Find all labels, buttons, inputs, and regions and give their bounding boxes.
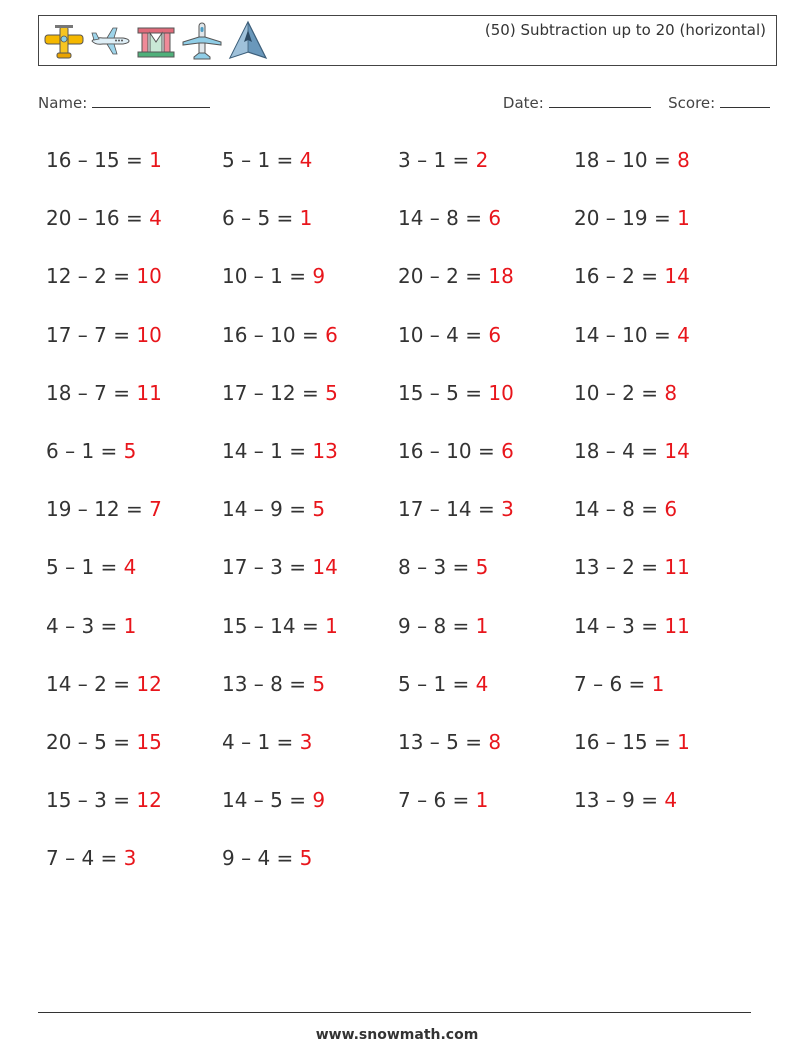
- problem-item: [398, 320, 574, 378]
- problem-question: 10 – 4 =: [398, 322, 489, 347]
- problem-question: 6 – 5 =: [222, 206, 300, 231]
- problem-item: [46, 261, 222, 319]
- problem-item: [222, 261, 398, 319]
- problem-question: 15 – 3 =: [46, 788, 137, 813]
- problem-question: 4 – 1 =: [222, 729, 300, 754]
- problem-item: [398, 203, 574, 261]
- problem-item: [46, 552, 222, 610]
- problem-answer: 1: [677, 206, 690, 231]
- problem-answer: 1: [123, 613, 137, 638]
- problem-answer: 11: [136, 380, 162, 405]
- problem-question: 20 – 5 =: [46, 729, 137, 754]
- problem-answer: 4: [677, 322, 690, 347]
- problem-answer: 4: [149, 206, 162, 231]
- problem-item: [398, 436, 574, 494]
- problem-item: [574, 145, 750, 203]
- problem-question: 16 – 2 =: [574, 264, 665, 289]
- problem-item: [222, 494, 398, 552]
- problem-answer: 5: [123, 438, 137, 463]
- date-blank[interactable]: [549, 93, 651, 108]
- footer-divider: [38, 1012, 751, 1013]
- student-info-row: [38, 93, 770, 117]
- problem-item: [46, 203, 222, 261]
- problem-answer: 8: [677, 148, 690, 172]
- problem-item: [46, 378, 222, 436]
- plane-tail-icon: [135, 20, 177, 62]
- problem-answer: 15: [136, 729, 162, 754]
- name-label: Name:: [38, 94, 88, 112]
- problem-item: [46, 320, 222, 378]
- problem-item: [398, 785, 574, 843]
- problem-answer: 4: [664, 788, 678, 813]
- footer-url: www.snowmath.com: [315, 1027, 479, 1043]
- problem-answer: 1: [325, 613, 338, 638]
- propeller-plane-icon: [43, 20, 85, 62]
- problem-answer: 9: [312, 264, 326, 289]
- name-blank[interactable]: [92, 93, 210, 108]
- problem-item: [398, 669, 574, 727]
- problem-answer: 4: [299, 148, 313, 172]
- problem-answer: 9: [312, 788, 326, 813]
- problem-item: [398, 378, 574, 436]
- problem-question: 5 – 1 =: [398, 671, 476, 696]
- problem-question: 14 – 8 =: [398, 206, 489, 231]
- problem-item: [222, 145, 398, 203]
- date-label: Date:: [502, 94, 544, 112]
- problem-answer: 3: [299, 729, 313, 754]
- problem-item: [574, 611, 750, 669]
- problem-question: 7 – 6 =: [574, 671, 652, 696]
- problem-answer: 11: [664, 613, 690, 638]
- problem-question: 14 – 3 =: [574, 613, 665, 638]
- problem-question: 14 – 1 =: [222, 438, 313, 463]
- problem-question: 20 – 2 =: [398, 264, 489, 289]
- problem-answer: 2: [475, 148, 489, 172]
- problem-question: 17 – 14 =: [398, 497, 502, 522]
- problem-question: 8 – 3 =: [398, 555, 476, 580]
- problem-answer: 1: [677, 729, 690, 754]
- problem-answer: 8: [488, 729, 502, 754]
- score-label: Score:: [668, 94, 716, 112]
- problem-item: [574, 203, 750, 261]
- problem-item: [46, 611, 222, 669]
- problem-question: 18 – 4 =: [574, 438, 665, 463]
- problem-item: [46, 669, 222, 727]
- problem-item: [46, 145, 222, 203]
- problem-answer: 3: [501, 497, 514, 522]
- problem-question: 14 – 2 =: [46, 671, 137, 696]
- problem-answer: 4: [475, 671, 489, 696]
- problem-answer: 1: [299, 206, 313, 231]
- page-title: (50) Subtraction up to 20 (horizontal): [484, 21, 766, 39]
- problem-item: [398, 727, 574, 785]
- problem-item: [222, 727, 398, 785]
- problem-answer: 5: [475, 555, 489, 580]
- problem-answer: 10: [136, 264, 162, 289]
- problem-question: 17 – 12 =: [222, 380, 326, 405]
- problem-answer: 8: [664, 380, 678, 405]
- problem-question: 7 – 6 =: [398, 788, 476, 813]
- problem-question: 13 – 9 =: [574, 788, 665, 813]
- small-airplane-icon: [181, 20, 223, 62]
- problem-question: 15 – 14 =: [222, 613, 326, 638]
- worksheet-header: [38, 15, 777, 66]
- problem-item: [46, 843, 222, 901]
- header-icons: [43, 20, 269, 62]
- problem-item: [574, 378, 750, 436]
- problem-answer: 11: [664, 555, 690, 580]
- problem-answer: 5: [325, 380, 338, 405]
- problem-question: 7 – 4 =: [46, 846, 124, 871]
- problem-answer: 14: [664, 438, 690, 463]
- problem-question: 13 – 8 =: [222, 671, 313, 696]
- problem-question: 5 – 1 =: [46, 555, 124, 580]
- problem-question: 9 – 8 =: [398, 613, 476, 638]
- problem-answer: 7: [149, 497, 162, 522]
- problem-answer: 5: [312, 497, 326, 522]
- score-blank[interactable]: [720, 93, 770, 108]
- problem-answer: 5: [312, 671, 326, 696]
- problem-question: 10 – 2 =: [574, 380, 665, 405]
- problem-item: [574, 320, 750, 378]
- problem-question: 13 – 2 =: [574, 555, 665, 580]
- problem-question: 20 – 19 =: [574, 206, 678, 231]
- problem-answer: 18: [488, 264, 514, 289]
- problem-question: 5 – 1 =: [222, 148, 300, 172]
- problem-answer: 6: [325, 322, 338, 347]
- problem-answer: 12: [136, 788, 162, 813]
- problem-answer: 4: [123, 555, 137, 580]
- problem-answer: 3: [123, 846, 137, 871]
- problem-answer: 1: [651, 671, 665, 696]
- problem-item: [46, 785, 222, 843]
- problem-item: [398, 145, 574, 203]
- problem-question: 10 – 1 =: [222, 264, 313, 289]
- problem-question: 3 – 1 =: [398, 148, 476, 172]
- stealth-jet-icon: [227, 20, 269, 62]
- problem-item: [222, 320, 398, 378]
- name-field[interactable]: [38, 93, 210, 112]
- problem-answer: 1: [475, 788, 489, 813]
- problem-answer: 13: [312, 438, 338, 463]
- problem-question: 14 – 5 =: [222, 788, 313, 813]
- problem-question: 17 – 3 =: [222, 555, 313, 580]
- problem-answer: 1: [475, 613, 489, 638]
- problem-question: 15 – 5 =: [398, 380, 489, 405]
- problem-question: 16 – 10 =: [398, 438, 502, 463]
- problem-item: [222, 843, 398, 901]
- problem-item: [574, 436, 750, 494]
- problem-question: 16 – 10 =: [222, 322, 326, 347]
- problem-item: [574, 669, 750, 727]
- problem-question: 17 – 7 =: [46, 322, 137, 347]
- problem-item: [574, 785, 750, 843]
- problem-grid: [46, 145, 750, 901]
- problem-question: 9 – 4 =: [222, 846, 300, 871]
- problem-answer: 14: [664, 264, 690, 289]
- problem-question: 14 – 10 =: [574, 322, 678, 347]
- problem-answer: 6: [488, 322, 502, 347]
- problem-item: [46, 727, 222, 785]
- problem-question: 14 – 8 =: [574, 497, 665, 522]
- problem-question: 12 – 2 =: [46, 264, 137, 289]
- problem-question: 18 – 7 =: [46, 380, 137, 405]
- problem-item: [574, 261, 750, 319]
- problem-item: [222, 611, 398, 669]
- problem-answer: 1: [149, 148, 162, 172]
- problem-item: [574, 727, 750, 785]
- problem-item: [574, 552, 750, 610]
- problem-item: [46, 494, 222, 552]
- problem-answer: 10: [488, 380, 514, 405]
- problem-question: 4 – 3 =: [46, 613, 124, 638]
- problem-item: [222, 378, 398, 436]
- problem-item: [398, 261, 574, 319]
- problem-question: 16 – 15 =: [574, 729, 678, 754]
- problem-item: [398, 494, 574, 552]
- problem-item: [222, 203, 398, 261]
- problem-question: 16 – 15 =: [46, 148, 150, 172]
- problem-item: [222, 436, 398, 494]
- problem-answer: 12: [136, 671, 162, 696]
- problem-answer: 6: [501, 438, 514, 463]
- problem-answer: 14: [312, 555, 338, 580]
- problem-item: [222, 669, 398, 727]
- problem-item: [398, 552, 574, 610]
- date-score-fields: [503, 93, 770, 112]
- problem-answer: 6: [488, 206, 502, 231]
- problem-question: 13 – 5 =: [398, 729, 489, 754]
- problem-answer: 6: [664, 497, 678, 522]
- problem-item: [222, 785, 398, 843]
- jet-airliner-icon: [89, 20, 131, 62]
- problem-item: [574, 494, 750, 552]
- problem-question: 19 – 12 =: [46, 497, 150, 522]
- problem-item: [222, 552, 398, 610]
- problem-question: 14 – 9 =: [222, 497, 313, 522]
- problem-answer: 5: [299, 846, 313, 871]
- problem-question: 6 – 1 =: [46, 438, 124, 463]
- problem-question: 18 – 10 =: [574, 148, 678, 172]
- problem-answer: 10: [136, 322, 162, 347]
- problem-item: [46, 436, 222, 494]
- problem-item: [398, 611, 574, 669]
- problem-question: 20 – 16 =: [46, 206, 150, 231]
